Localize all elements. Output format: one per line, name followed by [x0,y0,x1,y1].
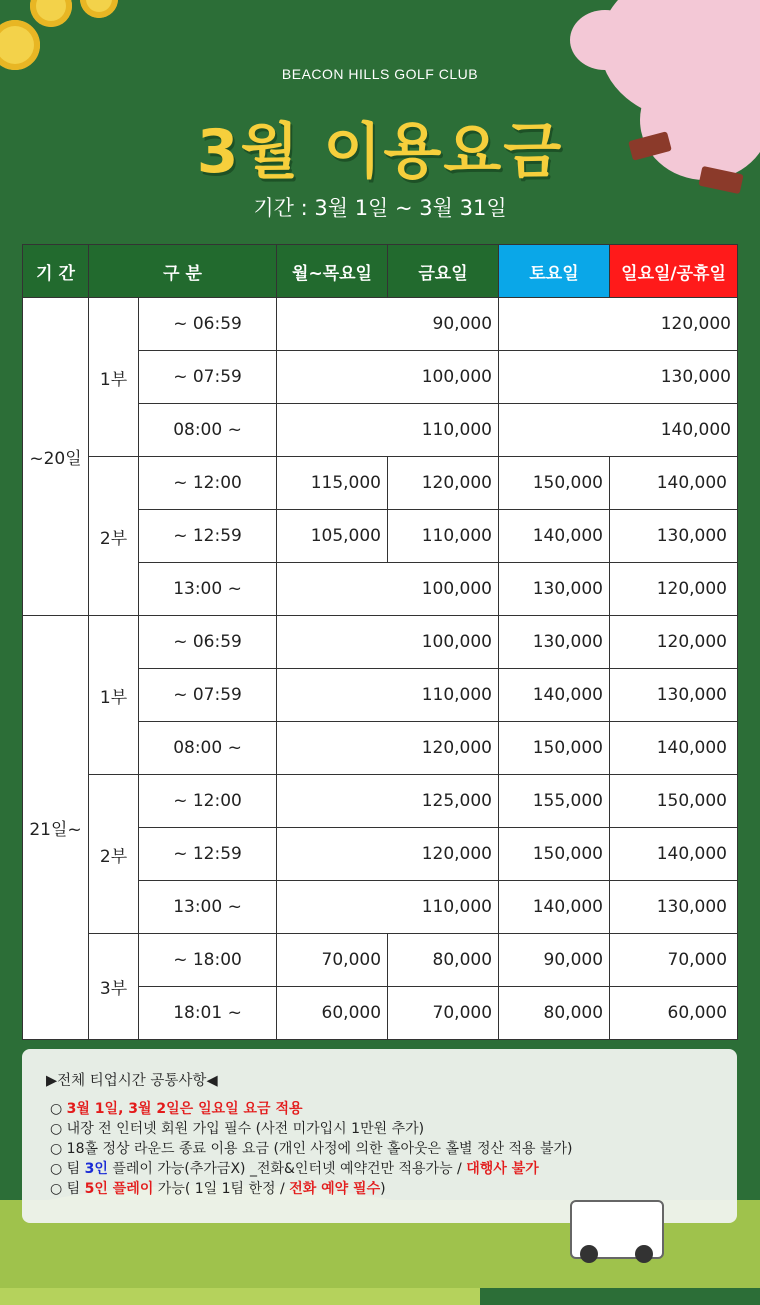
header-weekday: 월~목요일 [277,245,388,298]
table-row [23,298,738,351]
yellow-flower-decoration [30,0,72,27]
sunday-fee: 130,000 [610,510,738,563]
saturday-fee: 140,000 [499,881,610,934]
weekday-fri-fee: 110,000 [277,404,499,457]
weekday-fri-fee: 100,000 [277,351,499,404]
time-cell: ~ 18:00 [139,934,277,987]
friday-fee: 120,000 [388,457,499,510]
time-cell: ~ 12:00 [139,457,277,510]
cart-wheel-icon [635,1245,653,1263]
period-cell: 21일~ [23,616,89,1040]
sunday-fee: 130,000 [610,669,738,722]
sunday-fee: 140,000 [610,722,738,775]
weekday-fee: 105,000 [277,510,388,563]
cherry-blossom-decoration [570,10,640,70]
weekday-fri-fee: 90,000 [277,298,499,351]
notice-text: ○ 팀 [50,1181,85,1197]
saturday-fee: 140,000 [499,669,610,722]
part-cell: 2부 [89,775,139,934]
notice-highlight: 5인 플레이 [84,1181,154,1197]
header-saturday: 토요일 [499,245,610,298]
friday-fee: 80,000 [388,934,499,987]
time-cell: 13:00 ~ [139,563,277,616]
cart-wheel-icon [580,1245,598,1263]
saturday-fee: 140,000 [499,510,610,563]
time-cell: 13:00 ~ [139,881,277,934]
weekday-fri-fee: 100,000 [277,616,499,669]
weekday-fee: 60,000 [277,987,388,1040]
weekday-fri-fee: 120,000 [277,722,499,775]
notice-highlight: 3인 [84,1161,108,1177]
notice-highlight: 전화 예약 필수 [289,1181,381,1197]
notice-item: ○ 내장 전 인터넷 회원 가입 필수 (사전 미가입시 1만원 추가) [50,1121,425,1137]
notice-item: ○ 18홀 정상 라운드 종료 이용 요금 (개인 사정에 의한 홀아웃은 홀별 정산 적용 불가) [50,1141,573,1157]
time-cell: ~ 06:59 [139,616,277,669]
weekday-fee: 70,000 [277,934,388,987]
club-name: BEACON HILLS GOLF CLUB [281,66,479,82]
friday-fee: 110,000 [388,510,499,563]
notice-heading: ▶전체 티업시간 공통사항◀ [46,1073,218,1089]
notice-list [50,1099,573,1199]
notice-item [50,1159,573,1179]
sunday-fee: 140,000 [610,457,738,510]
table-row [23,457,738,510]
table-row [23,934,738,987]
notice-text: ○ 팀 [50,1161,85,1177]
weekday-fri-fee: 120,000 [277,828,499,881]
saturday-fee: 80,000 [499,987,610,1040]
yellow-flower-decoration [80,0,118,18]
weekday-fri-fee: 125,000 [277,775,499,828]
part-cell: 1부 [89,298,139,457]
saturday-fee: 150,000 [499,722,610,775]
period-text: 기간 : 3월 1일 ~ 3월 31일 [253,196,507,220]
time-cell: 08:00 ~ [139,722,277,775]
header-category: 구 분 [89,245,277,298]
part-cell: 1부 [89,616,139,775]
part-cell: 3부 [89,934,139,1040]
sunday-fee: 70,000 [610,934,738,987]
weekend-fee: 140,000 [499,404,738,457]
notice-bullet: ○ [50,1101,67,1117]
sunday-fee: 120,000 [610,616,738,669]
time-cell: ~ 07:59 [139,669,277,722]
notice-text: 가능( 1일 1팀 한정 / [153,1181,290,1197]
sunday-fee: 130,000 [610,881,738,934]
period-cell: ~20일 [23,298,89,616]
saturday-fee: 90,000 [499,934,610,987]
table-row [23,775,738,828]
weekday-fee: 115,000 [277,457,388,510]
weekend-fee: 120,000 [499,298,738,351]
time-cell: ~ 12:00 [139,775,277,828]
time-cell: 08:00 ~ [139,404,277,457]
header-period: 기 간 [23,245,89,298]
notice-text: ) [380,1181,386,1197]
fee-table [22,244,738,1040]
weekday-fri-fee: 110,000 [277,669,499,722]
header-friday: 금요일 [388,245,499,298]
sunday-fee: 140,000 [610,828,738,881]
notice-highlight: 대행사 불가 [466,1161,539,1177]
weekend-fee: 130,000 [499,351,738,404]
sunday-fee: 120,000 [610,563,738,616]
notice-box [22,1049,737,1223]
saturday-fee: 155,000 [499,775,610,828]
header-sunday: 일요일/공휴일 [610,245,738,298]
notice-item [50,1179,573,1199]
friday-fee: 70,000 [388,987,499,1040]
notice-text: 플레이 가능(추가금X) _전화&인터넷 예약건만 적용가능 / [107,1161,467,1177]
notice-item [50,1099,573,1119]
weekday-fri-fee: 100,000 [277,563,499,616]
saturday-fee: 130,000 [499,563,610,616]
notice-highlight: 3월 1일, 3월 2일은 일요일 요금 적용 [66,1101,303,1117]
time-cell: ~ 06:59 [139,298,277,351]
saturday-fee: 150,000 [499,457,610,510]
page-title: 3월 이용요금 [196,117,564,187]
sunday-fee: 60,000 [610,987,738,1040]
time-cell: 18:01 ~ [139,987,277,1040]
part-cell: 2부 [89,457,139,616]
time-cell: ~ 07:59 [139,351,277,404]
saturday-fee: 150,000 [499,828,610,881]
table-row [23,616,738,669]
saturday-fee: 130,000 [499,616,610,669]
time-cell: ~ 12:59 [139,510,277,563]
sunday-fee: 150,000 [610,775,738,828]
time-cell: ~ 12:59 [139,828,277,881]
table-header-row [23,245,738,298]
weekday-fri-fee: 110,000 [277,881,499,934]
yellow-flower-decoration [0,20,40,70]
